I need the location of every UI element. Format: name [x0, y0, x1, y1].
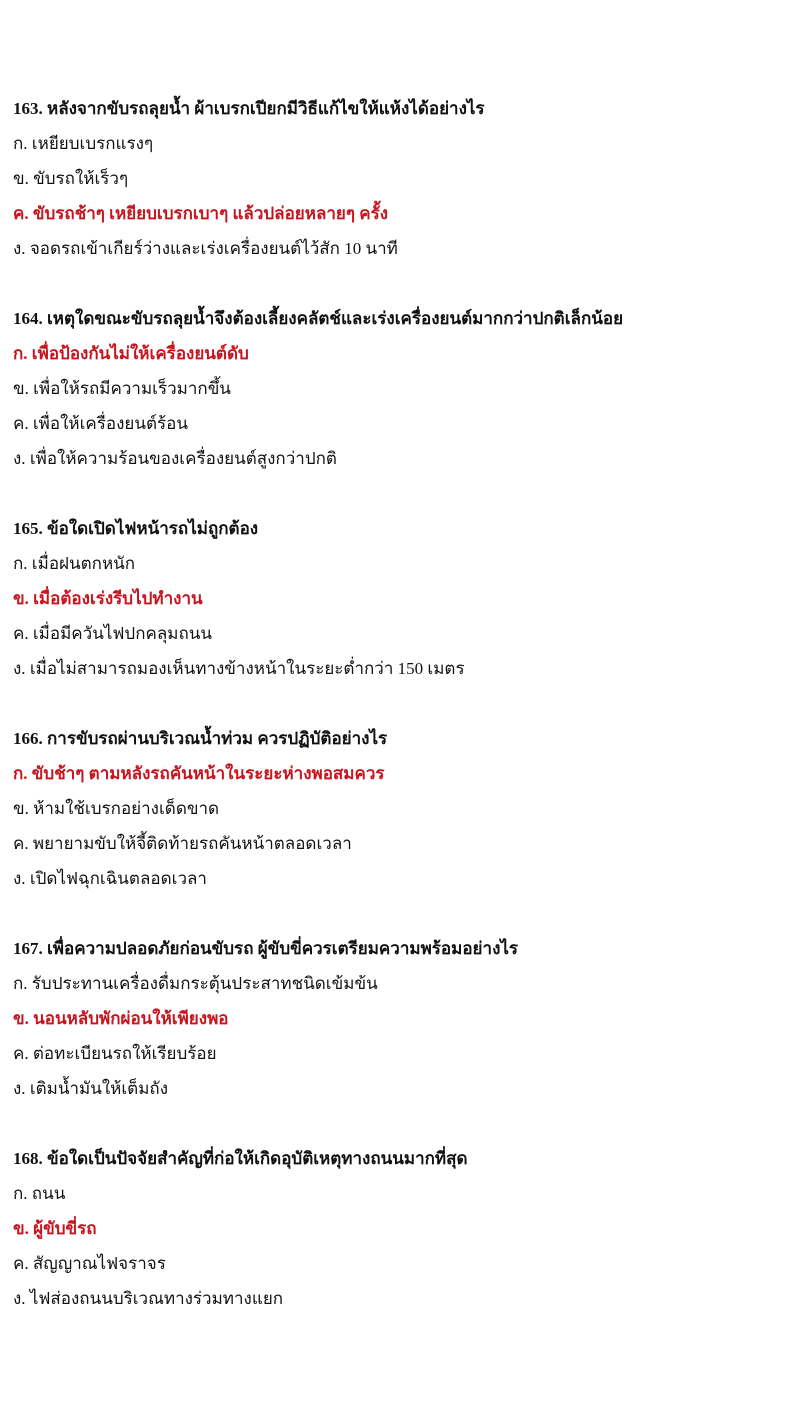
option-text: เมื่อไม่สามารถมองเห็นทางข้างหน้าในระยะต่ำกว่า 150 เมตร: [29, 659, 465, 678]
answer-option: [13, 126, 790, 161]
answer-option: [13, 616, 790, 651]
option-text: เมื่อต้องเร่งรีบไปทำงาน: [33, 589, 203, 608]
option-label: ง.: [13, 659, 26, 678]
question-number: 163.: [13, 99, 43, 118]
question-text: [13, 301, 790, 336]
correct-answer-option: [13, 1211, 790, 1246]
answer-option: [13, 826, 790, 861]
answer-option: [13, 966, 790, 1001]
option-label: ค.: [13, 204, 29, 223]
option-text: เมื่อฝนตกหนัก: [31, 554, 136, 573]
question-text: [13, 511, 790, 546]
option-text: เติมน้ำมันให้เต็มถัง: [29, 1079, 169, 1098]
option-label: ข.: [13, 379, 29, 398]
question-number: 167.: [13, 939, 43, 958]
question-block: [13, 301, 790, 476]
correct-answer-option: [13, 756, 790, 791]
option-label: ก.: [13, 1184, 28, 1203]
option-label: ง.: [13, 449, 26, 468]
option-text: เปิดไฟฉุกเฉินตลอดเวลา: [29, 869, 207, 888]
option-text: เหยียบเบรกแรงๆ: [31, 134, 154, 153]
option-label: ง.: [13, 869, 26, 888]
option-label: ก.: [13, 344, 28, 363]
question-text: [13, 1141, 790, 1176]
correct-answer-option: [13, 1001, 790, 1036]
question-body: เพื่อความปลอดภัยก่อนขับรถ ผู้ขับขี่ควรเตรียมความพร้อมอย่างไร: [47, 939, 519, 958]
answer-option: [13, 441, 790, 476]
question-number: 165.: [13, 519, 43, 538]
option-label: ง.: [13, 239, 26, 258]
question-text: [13, 91, 790, 126]
option-label: ข.: [13, 1219, 29, 1238]
question-number: 164.: [13, 309, 43, 328]
answer-option: [13, 1036, 790, 1071]
answer-option: [13, 161, 790, 196]
question-body: ข้อใดเปิดไฟหน้ารถไม่ถูกต้อง: [47, 519, 259, 538]
option-text: เพื่อให้เครื่องยนต์ร้อน: [32, 414, 189, 433]
answer-option: [13, 1246, 790, 1281]
option-text: รับประทานเครื่องดื่มกระตุ้นประสาทชนิดเข้มข้น: [31, 974, 378, 993]
answer-option: [13, 371, 790, 406]
option-text: ต่อทะเบียนรถให้เรียบร้อย: [32, 1044, 217, 1063]
answer-option: [13, 651, 790, 686]
option-text: ผู้ขับขี่รถ: [33, 1219, 97, 1238]
question-body: การขับรถผ่านบริเวณน้ำท่วม ควรปฏิบัติอย่างไร: [47, 729, 388, 748]
option-text: ขับรถช้าๆ เหยียบเบรกเบาๆ แล้วปล่อยหลายๆ ครั้ง: [32, 204, 389, 223]
option-label: ค.: [13, 1044, 29, 1063]
option-label: ก.: [13, 134, 28, 153]
answer-option: [13, 1281, 790, 1316]
option-label: ก.: [13, 554, 28, 573]
question-text: [13, 721, 790, 756]
question-number: 166.: [13, 729, 43, 748]
option-label: ข.: [13, 1009, 29, 1028]
option-label: ค.: [13, 624, 29, 643]
option-text: สัญญาณไฟจราจร: [32, 1254, 166, 1273]
option-label: ค.: [13, 834, 29, 853]
answer-option: [13, 791, 790, 826]
answer-option: [13, 1071, 790, 1106]
question-text: [13, 931, 790, 966]
answer-option: [13, 1176, 790, 1211]
option-label: ข.: [13, 799, 29, 818]
option-label: ข.: [13, 589, 29, 608]
question-body: ข้อใดเป็นปัจจัยสำคัญที่ก่อให้เกิดอุบัติเหตุทางถนนมากที่สุด: [47, 1149, 468, 1168]
option-text: ถนน: [31, 1184, 66, 1203]
option-text: จอดรถเข้าเกียร์ว่างและเร่งเครื่องยนต์ไว้สัก 10 นาที: [29, 239, 398, 258]
answer-option: [13, 231, 790, 266]
answer-option: [13, 546, 790, 581]
option-text: นอนหลับพักผ่อนให้เพียงพอ: [33, 1009, 229, 1028]
option-text: เพื่อให้รถมีความเร็วมากขึ้น: [33, 379, 231, 398]
option-text: ไฟส่องถนนบริเวณทางร่วมทางแยก: [29, 1289, 284, 1308]
option-label: ง.: [13, 1079, 26, 1098]
answer-option: [13, 861, 790, 896]
question-body: เหตุใดขณะขับรถลุยน้ำจึงต้องเลี้ยงคลัตช์และเร่งเครื่องยนต์มากกว่าปกติเล็กน้อย: [47, 309, 624, 328]
option-text: ขับรถให้เร็วๆ: [33, 169, 129, 188]
option-label: ง.: [13, 1289, 26, 1308]
option-label: ก.: [13, 974, 28, 993]
correct-answer-option: [13, 196, 790, 231]
option-label: ก.: [13, 764, 28, 783]
question-block: [13, 931, 790, 1106]
question-number: 168.: [13, 1149, 43, 1168]
quiz-document: [13, 91, 790, 1351]
option-text: เมื่อมีควันไฟปกคลุมถนน: [32, 624, 213, 643]
option-label: ค.: [13, 1254, 29, 1273]
question-block: [13, 511, 790, 686]
option-text: เพื่อป้องกันไม่ให้เครื่องยนต์ดับ: [31, 344, 249, 363]
answer-option: [13, 406, 790, 441]
option-text: ขับช้าๆ ตามหลังรถคันหน้าในระยะห่างพอสมควร: [31, 764, 385, 783]
question-block: [13, 1141, 790, 1316]
correct-answer-option: [13, 336, 790, 371]
option-text: เพื่อให้ความร้อนของเครื่องยนต์สูงกว่าปกติ: [29, 449, 337, 468]
question-block: [13, 721, 790, 896]
question-body: หลังจากขับรถลุยน้ำ ผ้าเบรกเปียกมีวิธีแก้ไขให้แห้งได้อย่างไร: [47, 99, 485, 118]
option-label: ค.: [13, 414, 29, 433]
option-text: ห้ามใช้เบรกอย่างเด็ดขาด: [33, 799, 220, 818]
question-block: [13, 91, 790, 266]
option-label: ข.: [13, 169, 29, 188]
option-text: พยายามขับให้จี้ติดท้ายรถคันหน้าตลอดเวลา: [32, 834, 352, 853]
correct-answer-option: [13, 581, 790, 616]
